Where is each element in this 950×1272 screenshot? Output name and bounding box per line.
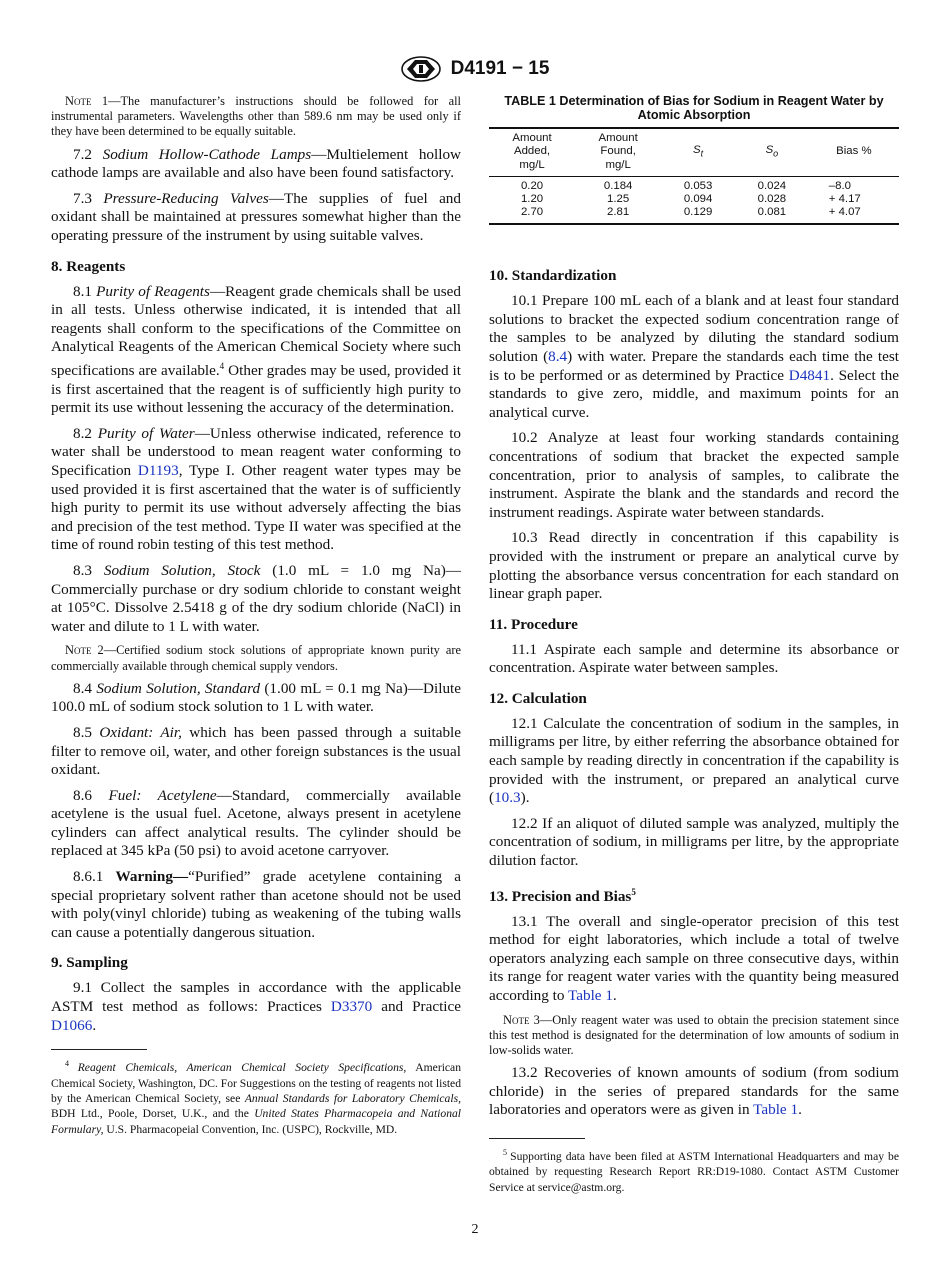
paragraph-7-2: [51, 146, 461, 183]
note-text: —Certified sodium stock solutions of appropriate known purity are commercially available through chemical supply vendors.: [51, 643, 461, 673]
paragraph-10-1: [489, 292, 899, 422]
para-title: Purity of Reagents: [96, 282, 210, 300]
para-number: 8.2: [73, 424, 98, 442]
header-line: Found,: [600, 145, 636, 158]
table-cell: 0.20: [520, 179, 544, 192]
note-label: Note 3: [503, 1012, 540, 1027]
para-number: 8.6: [73, 786, 109, 804]
section-heading-precision-bias: [489, 883, 899, 906]
para-text: .: [798, 1101, 802, 1119]
table-cell: 2.81: [575, 206, 661, 224]
footnote-ref[interactable]: 4: [219, 360, 225, 371]
para-text: .: [612, 987, 617, 1005]
para-number: 8.4: [73, 679, 97, 697]
para-text: Other grades may be used, provided it is first ascertained that the reagent is of sufficiently high purity to permit its use without lessening the accuracy of the determination.: [51, 362, 461, 417]
astm-logo-icon: [401, 56, 441, 82]
para-text: 13.2 Recoveries of known amounts of sodium (from sodium chloride) in the series of prepared standards for the same laboratories and operators were as given in: [489, 1064, 899, 1119]
section-heading-sampling: 9. Sampling: [51, 954, 128, 972]
header-amount-found: [575, 128, 661, 176]
table-cell: 0.024: [757, 179, 787, 192]
link-d1193[interactable]: D1193: [137, 461, 179, 479]
table-row: [489, 176, 899, 193]
paragraph-10-2: 10.2 Analyze at least four working standards containing concentrations of sodium that bracket the expected sample concentration, prior to analysis of samples, to calibrate the instrument. Aspirate the blank and the standards and record the instrument readings. Aspirate water between standards.: [489, 429, 899, 521]
para-text: —Reagent grade chemicals shall be used in all tests. Unless otherwise indicated, it is intended that all reagents shall conform to the specifications of the Committee on Analytical Reagents of the American Chemical Society where such specifications are available.: [51, 282, 462, 380]
document-id: D4191 − 15: [450, 58, 550, 79]
header-line: Amount: [512, 131, 552, 144]
table-header-row: [489, 128, 899, 176]
link-d3370[interactable]: D3370: [330, 998, 373, 1016]
paragraph-13-1: [489, 913, 899, 1006]
left-column: [51, 94, 461, 1137]
table-cell: 0.184: [603, 179, 633, 192]
section-heading-standardization: 10. Standardization: [489, 267, 617, 285]
para-number: 8.6.1: [73, 868, 116, 886]
para-text: which has been passed through a suitable filter to remove oil, water, and other foreign substances is the usual oxidant.: [51, 723, 462, 779]
para-text: 9.1 Collect the samples in accordance with the applicable ASTM test method as follows: Practices: [51, 979, 461, 1016]
table-cell: –8.0: [828, 179, 851, 192]
link-table-1[interactable]: Table 1: [753, 1101, 799, 1119]
para-text: —The supplies of fuel and oxidant shall be maintained at pressures somewhat higher than the operating pressure of the instrument by using suitable valves.: [51, 189, 461, 244]
table-row: [489, 206, 899, 224]
header-so: [735, 128, 809, 176]
link-table-1[interactable]: Table 1: [568, 987, 613, 1005]
para-text: ) with water. Prepare the standards each time the test is to be performed or as determined by Practice: [489, 347, 899, 384]
footnote-text: U.S. Pharmacopeial Convention, Inc. (USPC), Rockville, MD.: [103, 1122, 398, 1136]
paragraph-12-2: 12.2 If an aliquot of diluted sample was analyzed, multiply the concentration of sodium, in milligrams per litre, by the appropriate dilution factor.: [489, 814, 899, 870]
section-heading-reagents: 8. Reagents: [51, 257, 126, 275]
footnote-italic: Reagent Chemicals, American Chemical Society Specifications: [77, 1061, 404, 1075]
para-number: 8.5: [73, 723, 100, 741]
right-column: [489, 94, 899, 1195]
header-subscript: o: [773, 148, 779, 159]
footnote-5: [489, 1145, 899, 1195]
header-line: mg/L: [519, 159, 545, 171]
footnote-italic: Annual Standards for Laboratory Chemicals,: [244, 1091, 461, 1105]
header-bias: Bias %: [809, 128, 899, 176]
footnote-4: [51, 1056, 461, 1137]
footnote-text: Supporting data have been filed at ASTM International Headquarters and may be obtained by requesting Research Report RR:D19-1080. Contact ASTM Customer Service at service@astm.org.: [489, 1149, 899, 1194]
link-d1066[interactable]: D1066: [51, 1016, 93, 1034]
warning-label: Warning—: [115, 868, 189, 886]
footnote-ref[interactable]: 5: [631, 886, 636, 897]
footnote-text: , American Chemical Society, Washington, DC. For Suggestions on the testing of reagents not listed by the American Chemical Society, see: [51, 1061, 461, 1105]
footnote-text: BDH Ltd., Poole, Dorset, U.K., and the: [51, 1107, 255, 1121]
para-text: ).: [520, 789, 530, 807]
para-text: “Purified” grade acetylene containing a special proprietary solvent rather than acetone should not be used with poly(vinyl chloride) tubing as weakening of the tubing walls can cause a potentially dangerous situation.: [51, 868, 462, 941]
paragraph-8-5: [51, 724, 461, 780]
header-amount-added: [489, 128, 575, 176]
para-number: 7.2: [73, 145, 103, 163]
paragraph-9-1: [51, 979, 461, 1035]
note-text: —The manufacturer’s instructions should be followed for all instrumental parameters. Wavelengths other than 589.6 nm may be used only if they have been determined to be equally suitable.: [51, 94, 461, 139]
para-text: —Multielement hollow cathode lamps are available and also have been found satisfactory.: [51, 145, 462, 182]
paragraph-8-3: [51, 562, 461, 636]
paragraph-8-4: [51, 680, 461, 717]
link-10-3[interactable]: 10.3: [494, 789, 521, 807]
para-text: 12.1 Calculate the concentration of sodium in the samples, in milligrams per litre, by either referring the absorbance obtained for each sample by reading directly in concentration if the capability is provided with the instrument, or prepared an analytical curve (: [489, 714, 899, 807]
para-number: 7.3: [73, 189, 104, 207]
footnote-divider: [51, 1049, 147, 1050]
para-text: 13.1 The overall and single-operator precision of this test method for eight laboratories, which include a total of twelve operators analyzing each sample on three consecutive days, within its range for reagent water varies with the quantity being measured according to: [489, 912, 899, 1005]
section-heading-calculation: 12. Calculation: [489, 689, 587, 707]
note-1: [51, 94, 461, 140]
para-text: (1.00 mL = 0.1 mg Na)—Dilute 100.0 mL of sodium stock solution to 1 L with water.: [51, 679, 461, 716]
para-number: 8.1: [73, 282, 97, 300]
paragraph-8-2: [51, 425, 461, 555]
table-cell: 1.20: [520, 192, 544, 205]
para-text: . Select the standards to give zero, middle, and maximum points for an analytical curve.: [489, 366, 899, 421]
section-heading-procedure: 11. Procedure: [489, 615, 578, 633]
footnote-italic: United States Pharmacopeia and National Formulary,: [51, 1107, 462, 1136]
header-symbol: S: [693, 143, 701, 156]
para-title: Pressure-Reducing Valves: [103, 189, 269, 207]
note-2: [51, 643, 461, 673]
paragraph-10-3: 10.3 Read directly in concentration if this capability is provided with the instrument or prepare an analytical curve by plotting the absorbance versus concentration for each standard on linear graph paper.: [489, 529, 899, 603]
table-cell: 2.70: [489, 206, 575, 224]
table-cell: 0.053: [683, 179, 713, 192]
table-cell: 0.081: [735, 206, 809, 224]
para-title: Fuel: Acetylene: [108, 786, 217, 804]
paragraph-7-3: [51, 190, 461, 246]
paragraph-12-1: [489, 715, 899, 808]
table-cell: + 4.07: [809, 206, 899, 224]
note-label: Note 2: [65, 643, 104, 658]
page-header: [0, 56, 950, 82]
paragraph-11-1: 11.1 Aspirate each sample and determine its absorbance or concentration. Aspirate water between samples.: [489, 640, 899, 677]
para-text: .: [92, 1016, 97, 1034]
header-line: Amount: [598, 131, 638, 144]
para-text: 10.1 Prepare 100 mL each of a blank and at least four standard solutions to bracket the expected sodium concentration range of the samples to be analyzed by diluting the standard sodium solution (: [489, 292, 899, 365]
note-text: —Only reagent water was used to obtain the precision statement since this test method is designated for the determination of low amounts of sodium in low-solids water.: [489, 1012, 899, 1058]
table-cell: 0.129: [661, 206, 735, 224]
para-title: Purity of Water: [97, 424, 195, 442]
table-row: [489, 193, 899, 206]
para-title: Sodium Solution, Stock: [103, 561, 261, 579]
heading-text: 13. Precision and Bias: [489, 887, 632, 905]
header-st: [661, 128, 735, 176]
para-text: —Standard, commercially available acetylene is the usual fuel. Acetone, always present in acetylene cylinders can affect analytical results. The cylinder should be replaced at 345 kPa (50 psi) to avoid acetone carryover.: [51, 786, 461, 860]
header-subscript: t: [700, 148, 704, 159]
footnote-number: 4: [65, 1059, 78, 1069]
header-line: Added,: [513, 145, 551, 158]
table-cell: 0.094: [683, 192, 713, 205]
header-symbol: S: [765, 143, 774, 156]
page-number: 2: [471, 1222, 479, 1237]
footnote-number: 5: [503, 1148, 511, 1158]
paragraph-8-6-1: [51, 868, 461, 942]
bias-table: [489, 127, 899, 225]
header-line: mg/L: [605, 159, 631, 171]
link-8-4[interactable]: 8.4: [548, 347, 568, 365]
table-cell: 0.028: [757, 192, 787, 205]
note-label: Note 1: [65, 94, 109, 108]
table-cell: 1.25: [607, 192, 630, 205]
paragraph-8-6: [51, 787, 461, 861]
para-text: (1.0 mL = 1.0 mg Na)—Commercially purchase or dry sodium chloride to constant weight at 105°C. Dissolve 2.5418 g of the dry sodium chloride (NaCl) in water and dilute to 1 L with water.: [51, 561, 461, 635]
link-d4841[interactable]: D4841: [788, 366, 831, 384]
note-3: [489, 1013, 899, 1059]
para-text: and Practice: [372, 998, 461, 1016]
para-title: Sodium Hollow-Cathode Lamps: [102, 145, 312, 163]
para-text: —Unless otherwise indicated, reference to water shall be understood to mean reagent water conforming to Specification: [51, 424, 462, 479]
paragraph-8-1: [51, 283, 461, 418]
para-title: Oxidant: Air,: [99, 723, 182, 741]
paragraph-13-2: [489, 1064, 899, 1120]
footnote-divider: [489, 1138, 585, 1139]
para-number: 8.3: [73, 561, 104, 579]
table-cell: + 4.17: [828, 192, 861, 205]
table-1: [489, 94, 899, 225]
para-text: , Type I. Other reagent water types may be used provided it is first ascertained that the water is of sufficiently high purity to permit its use without adversely affecting the bias and precision of the test method. Type II water was specified at the time of round robin testing of this test method.: [51, 461, 461, 554]
table-title: TABLE 1 Determination of Bias for Sodium in Reagent Water by Atomic Absorption: [504, 94, 884, 123]
para-title: Sodium Solution, Standard: [96, 679, 261, 697]
